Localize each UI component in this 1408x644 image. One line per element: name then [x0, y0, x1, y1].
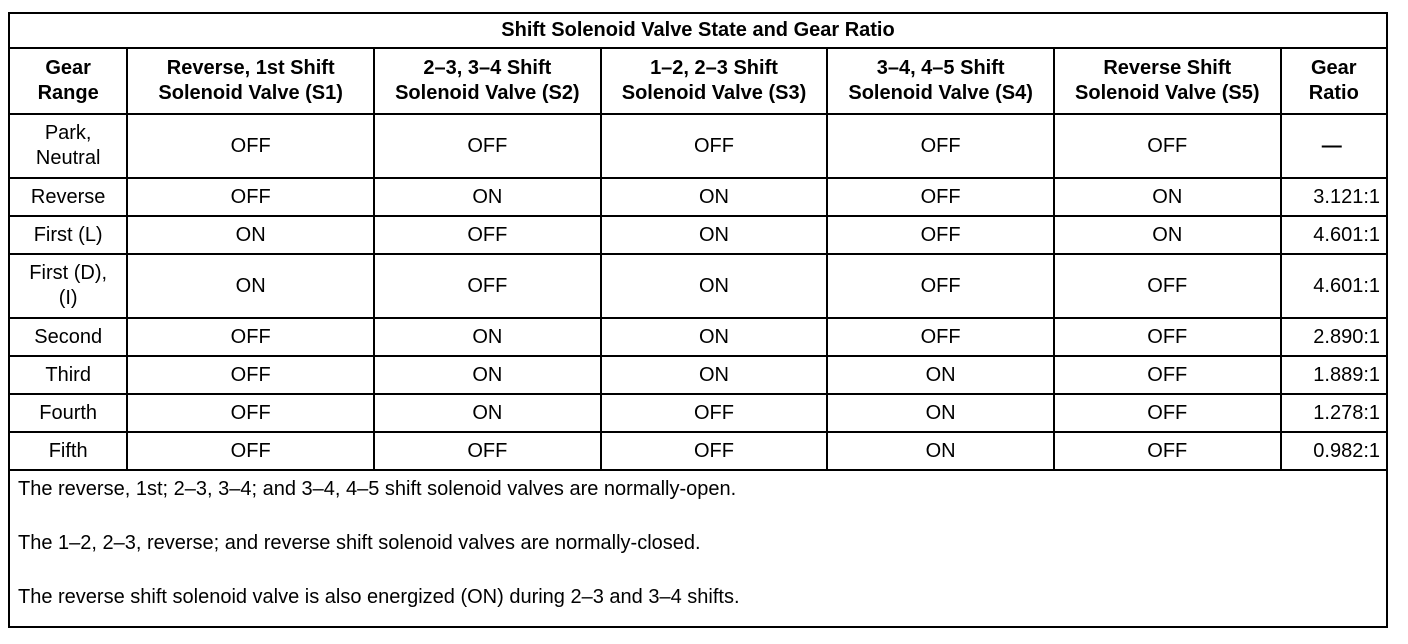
s5-cell: OFF — [1054, 394, 1281, 432]
gear-range-cell: Fifth — [10, 432, 127, 470]
s1-cell: OFF — [127, 178, 374, 216]
solenoid-state-table — [10, 14, 1386, 471]
s3-cell: ON — [601, 216, 828, 254]
s4-cell: OFF — [827, 254, 1054, 318]
table-row — [10, 318, 1386, 356]
gear-range-cell: First (D), (I) — [10, 254, 127, 318]
s1-cell: OFF — [127, 432, 374, 470]
s2-cell: ON — [374, 318, 601, 356]
s4-cell: ON — [827, 432, 1054, 470]
s2-cell: ON — [374, 356, 601, 394]
header-s1: Reverse, 1st Shift Solenoid Valve (S1) — [127, 48, 374, 114]
s2-cell: ON — [374, 178, 601, 216]
s3-cell: ON — [601, 318, 828, 356]
table-row — [10, 394, 1386, 432]
gear-range-cell: First (L) — [10, 216, 127, 254]
gear-ratio-cell: — — [1281, 114, 1386, 178]
gear-ratio-cell: 1.889:1 — [1281, 356, 1386, 394]
table-row — [10, 114, 1386, 178]
s5-cell: OFF — [1054, 432, 1281, 470]
header-s4: 3–4, 4–5 Shift Solenoid Valve (S4) — [827, 48, 1054, 114]
s2-cell: OFF — [374, 254, 601, 318]
header-gear-range: Gear Range — [10, 48, 127, 114]
header-s2: 2–3, 3–4 Shift Solenoid Valve (S2) — [374, 48, 601, 114]
s3-cell: OFF — [601, 432, 828, 470]
s4-cell: OFF — [827, 318, 1054, 356]
table-row — [10, 178, 1386, 216]
s3-cell: ON — [601, 254, 828, 318]
s1-cell: OFF — [127, 318, 374, 356]
s5-cell: OFF — [1054, 254, 1281, 318]
header-s5: Reverse Shift Solenoid Valve (S5) — [1054, 48, 1281, 114]
s4-cell: OFF — [827, 216, 1054, 254]
s3-cell: OFF — [601, 394, 828, 432]
s1-cell: OFF — [127, 394, 374, 432]
s4-cell: ON — [827, 356, 1054, 394]
note-normally-open: The reverse, 1st; 2–3, 3–4; and 3–4, 4–5 shift solenoid valves are normally-open. — [18, 478, 737, 500]
table-row — [10, 356, 1386, 394]
gear-ratio-cell: 4.601:1 — [1281, 216, 1386, 254]
s4-cell: ON — [827, 394, 1054, 432]
s5-cell: ON — [1054, 216, 1281, 254]
gear-range-cell: Third — [10, 356, 127, 394]
s4-cell: OFF — [827, 178, 1054, 216]
table-row — [10, 216, 1386, 254]
note-normally-closed: The 1–2, 2–3, reverse; and reverse shift solenoid valves are normally-closed. — [18, 532, 701, 554]
s2-cell: OFF — [374, 216, 601, 254]
s3-cell: OFF — [601, 114, 828, 178]
solenoid-table-container — [8, 12, 1388, 628]
s2-cell: OFF — [374, 432, 601, 470]
s2-cell: OFF — [374, 114, 601, 178]
header-s3: 1–2, 2–3 Shift Solenoid Valve (S3) — [601, 48, 828, 114]
note-energized: The reverse shift solenoid valve is also energized (ON) during 2–3 and 3–4 shifts. — [18, 586, 740, 608]
gear-ratio-cell: 2.890:1 — [1281, 318, 1386, 356]
s5-cell: ON — [1054, 178, 1281, 216]
s1-cell: ON — [127, 254, 374, 318]
s4-cell: OFF — [827, 114, 1054, 178]
gear-ratio-cell: 1.278:1 — [1281, 394, 1386, 432]
gear-range-cell: Fourth — [10, 394, 127, 432]
gear-ratio-cell: 3.121:1 — [1281, 178, 1386, 216]
gear-range-cell: Park, Neutral — [10, 114, 127, 178]
s5-cell: OFF — [1054, 114, 1281, 178]
s3-cell: ON — [601, 356, 828, 394]
header-gear-ratio: Gear Ratio — [1281, 48, 1386, 114]
table-row — [10, 432, 1386, 470]
gear-range-cell: Reverse — [10, 178, 127, 216]
s3-cell: ON — [601, 178, 828, 216]
header-row — [10, 48, 1386, 114]
gear-ratio-cell: 4.601:1 — [1281, 254, 1386, 318]
table-title: Shift Solenoid Valve State and Gear Ratio — [10, 14, 1386, 48]
notes-section — [10, 471, 1386, 610]
gear-range-cell: Second — [10, 318, 127, 356]
s1-cell: ON — [127, 216, 374, 254]
s1-cell: OFF — [127, 114, 374, 178]
gear-ratio-cell: 0.982:1 — [1281, 432, 1386, 470]
table-row — [10, 254, 1386, 318]
s1-cell: OFF — [127, 356, 374, 394]
s2-cell: ON — [374, 394, 601, 432]
s5-cell: OFF — [1054, 356, 1281, 394]
s5-cell: OFF — [1054, 318, 1281, 356]
